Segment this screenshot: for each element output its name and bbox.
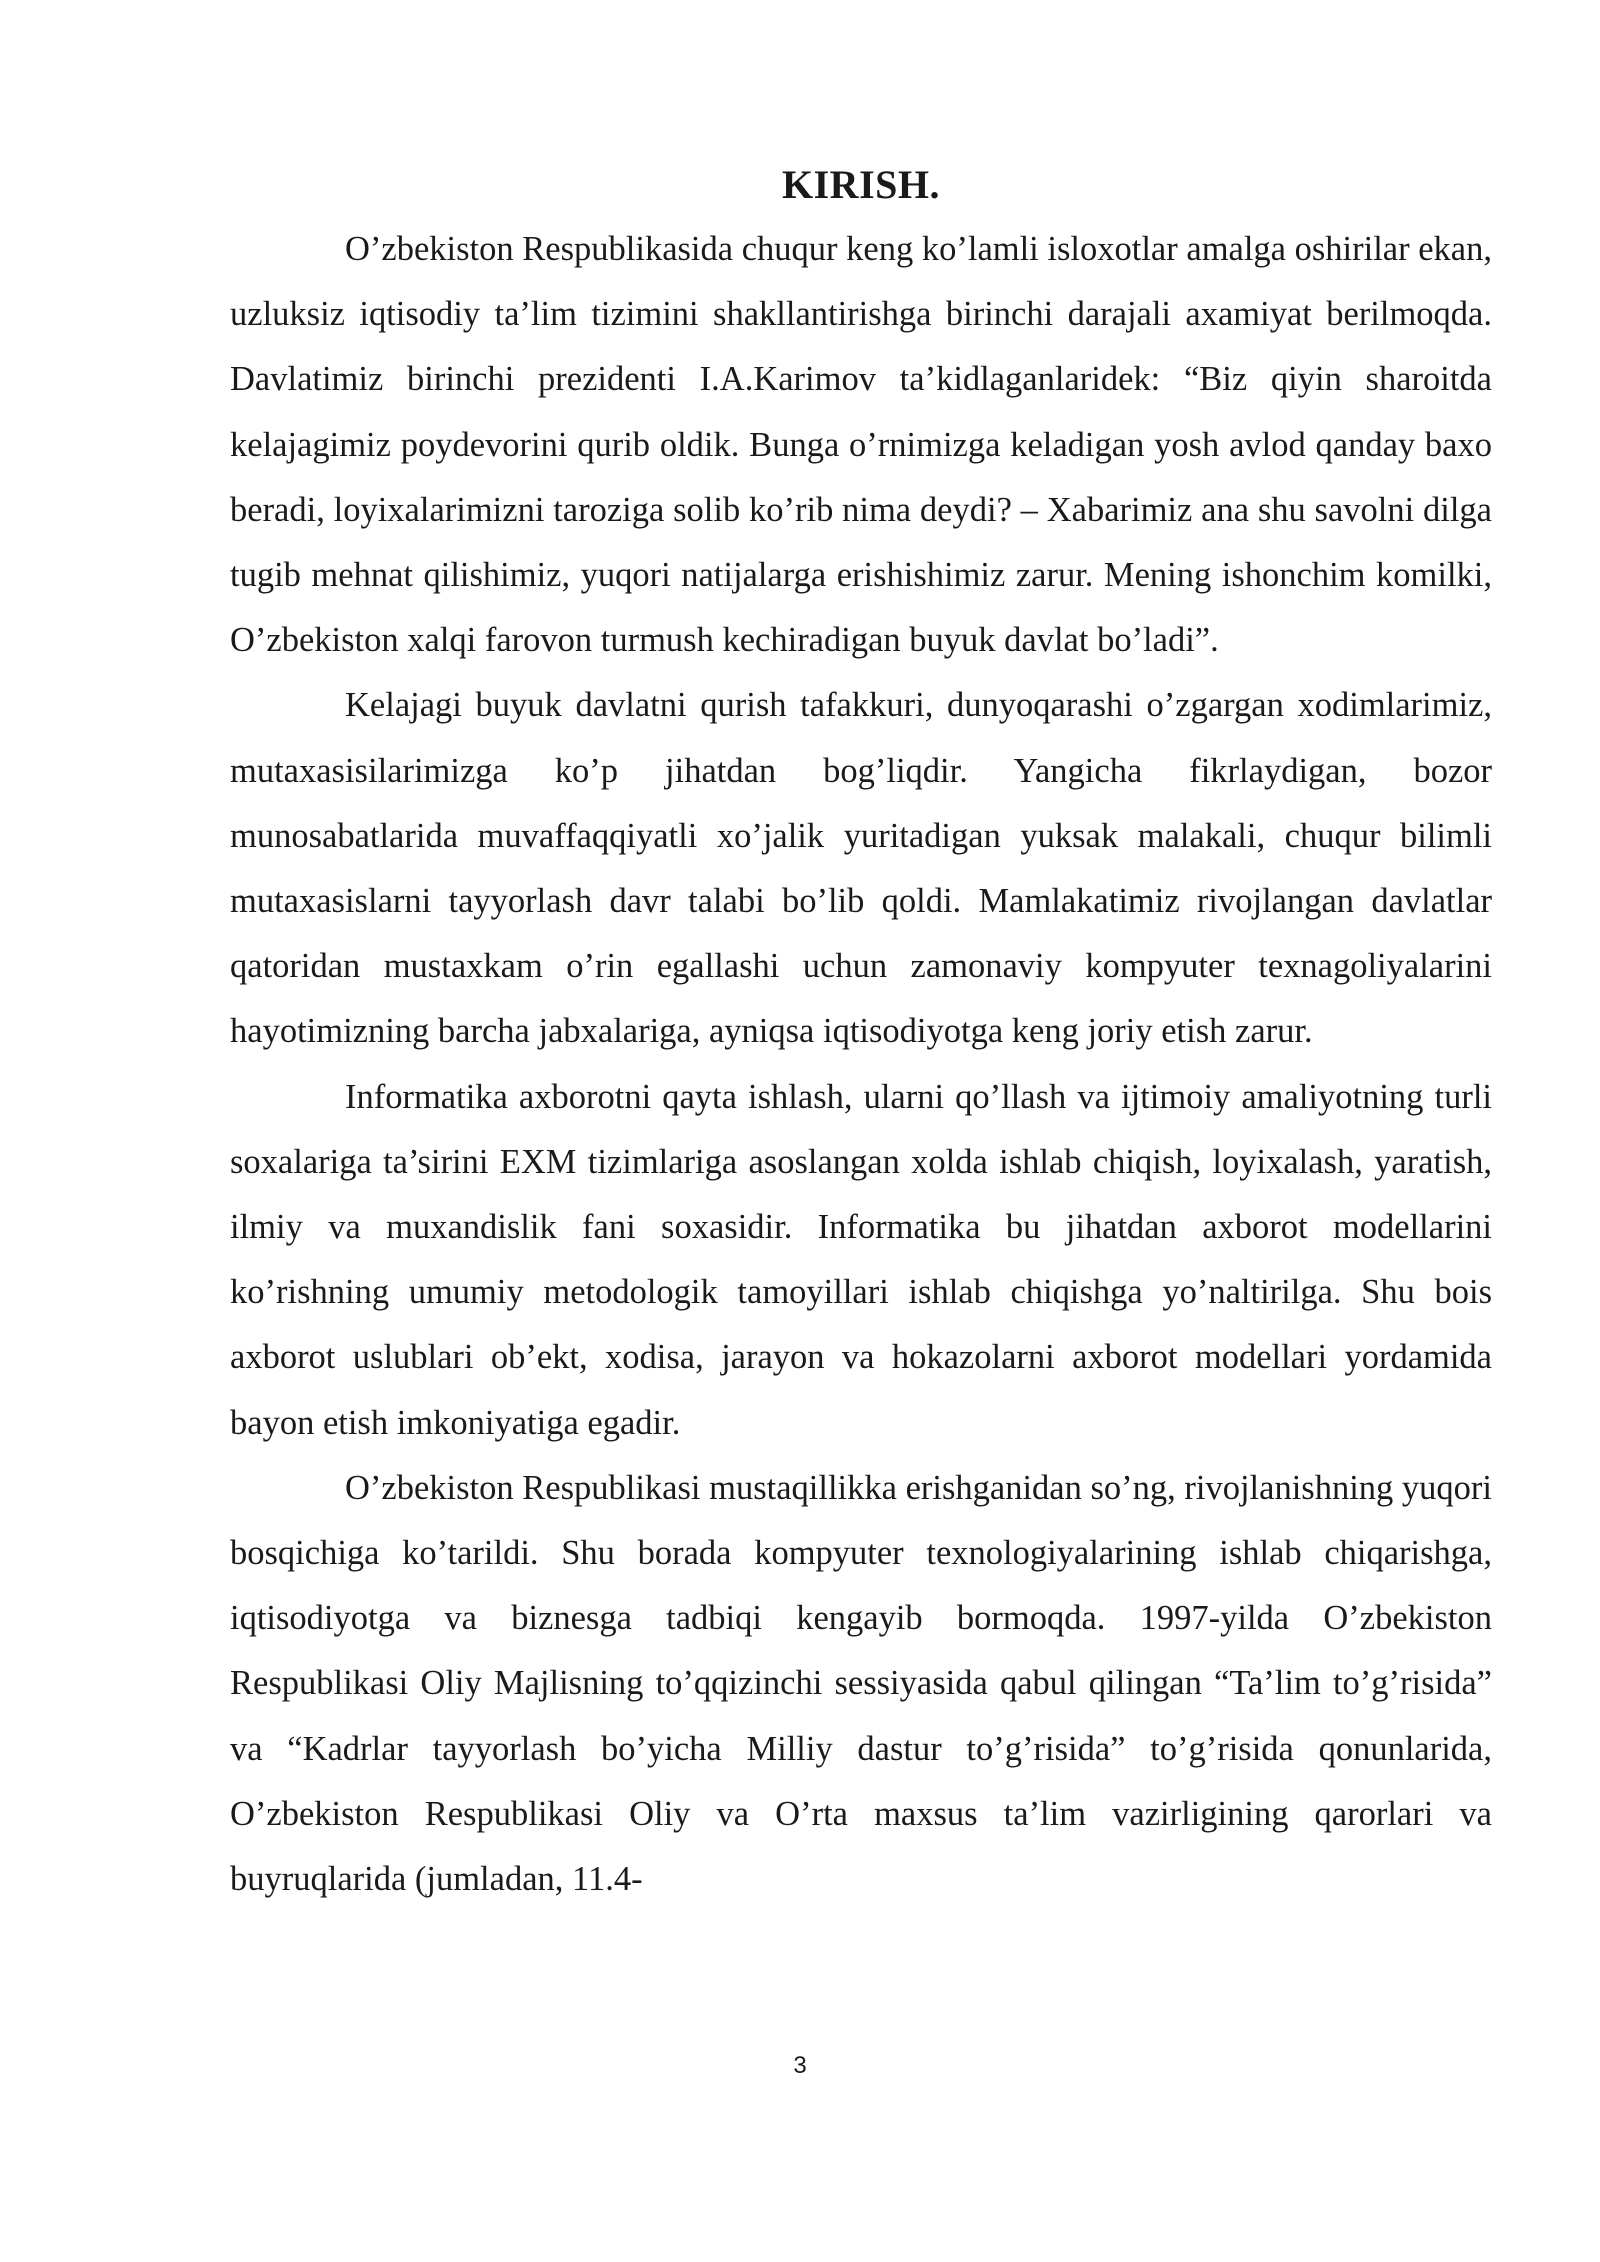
page-number: 3: [793, 2052, 807, 2079]
paragraph: O’zbekiston Respublikasi mustaqillikka erishganidan so’ng, rivojlanishning yuqori bosqichiga ko’tarildi. Shu borada kompyuter texnologiyalarining ishlab chiqarishga, iqtisodiyotga va biznesga tadbiqi kengayib bormoqda. 1997-yilda O’zbekiston Respublikasi Oliy Majlisning to’qqizinchi sessiyasida qabul qilingan “Ta’lim to’g’risida” va “Kadrlar tayyorlash bo’yicha Milliy dastur to’g’risida” to’g’risida qonunlarida, O’zbekiston Respublikasi Oliy va O’rta maxsus ta’lim vazirligining qarorlari va buyruqlarida (jumladan, 11.4-: [230, 1468, 1492, 1899]
paragraph: Kelajagi buyuk davlatni qurish tafakkuri, dunyoqarashi o’zgargan xodimlarimiz, mutaxasisilarimizga ko’p jihatdan bog’liqdir. Yangicha fikrlaydigan, bozor munosabatlarida muvaffaqqiyatli xo’jalik yuritadigan yuksak malakali, chuqur bilimli mutaxasislarni tayyorlash davr talabi bo’lib qoldi. Mamlakatimiz rivojlangan davlatlar qatoridan mustaxkam o’rin egallashi uchun zamonaviy kompyuter texnagoliyalarini hayotimizning barcha jabxalariga, ayniqsa iqtisodiyotga keng joriy etish zarur.: [230, 686, 1492, 1051]
body-text: [230, 217, 1492, 1912]
paragraph: O’zbekiston Respublikasida chuqur keng ko’lamli isloxotlar amalga oshirilar ekan, uzluksiz iqtisodiy ta’lim tizimini shakllantirishga birinchi darajali axamiyat berilmoqda. Davlatimiz birinchi prezidenti I.A.Karimov ta’kidlaganlaridek: “Biz qiyin sharoitda kelajagimiz poydevorini qurib oldik. Bunga o’rnimizga keladigan yosh avlod qanday baxo beradi, loyixalarimizni taroziga solib ko’rib nima deydi? – Xabarimiz ana shu savolni dilga tugib mehnat qilishimiz, yuqori natijalarga erishishimiz zarur. Mening ishonchim komilki, O’zbekiston xalqi farovon turmush kechiradigan buyuk davlat bo’ladi”.: [230, 230, 1492, 660]
page-title: KIRISH.: [782, 162, 940, 207]
paragraph: Informatika axborotni qayta ishlash, ularni qo’llash va ijtimoiy amaliyotning turli soxalariga ta’sirini EXM tizimlariga asoslangan xolda ishlab chiqish, loyixalash, yaratish, ilmiy va muxandislik fani soxasidir. Informatika bu jihatdan axborot modellarini ko’rishning umumiy metodologik tamoyillari ishlab chiqishga yo’naltirilga. Shu bois axborot uslublari ob’ekt, xodisa, jarayon va hokazolarni axborot modellari yordamida bayon etish imkoniyatiga egadir.: [230, 1077, 1492, 1442]
